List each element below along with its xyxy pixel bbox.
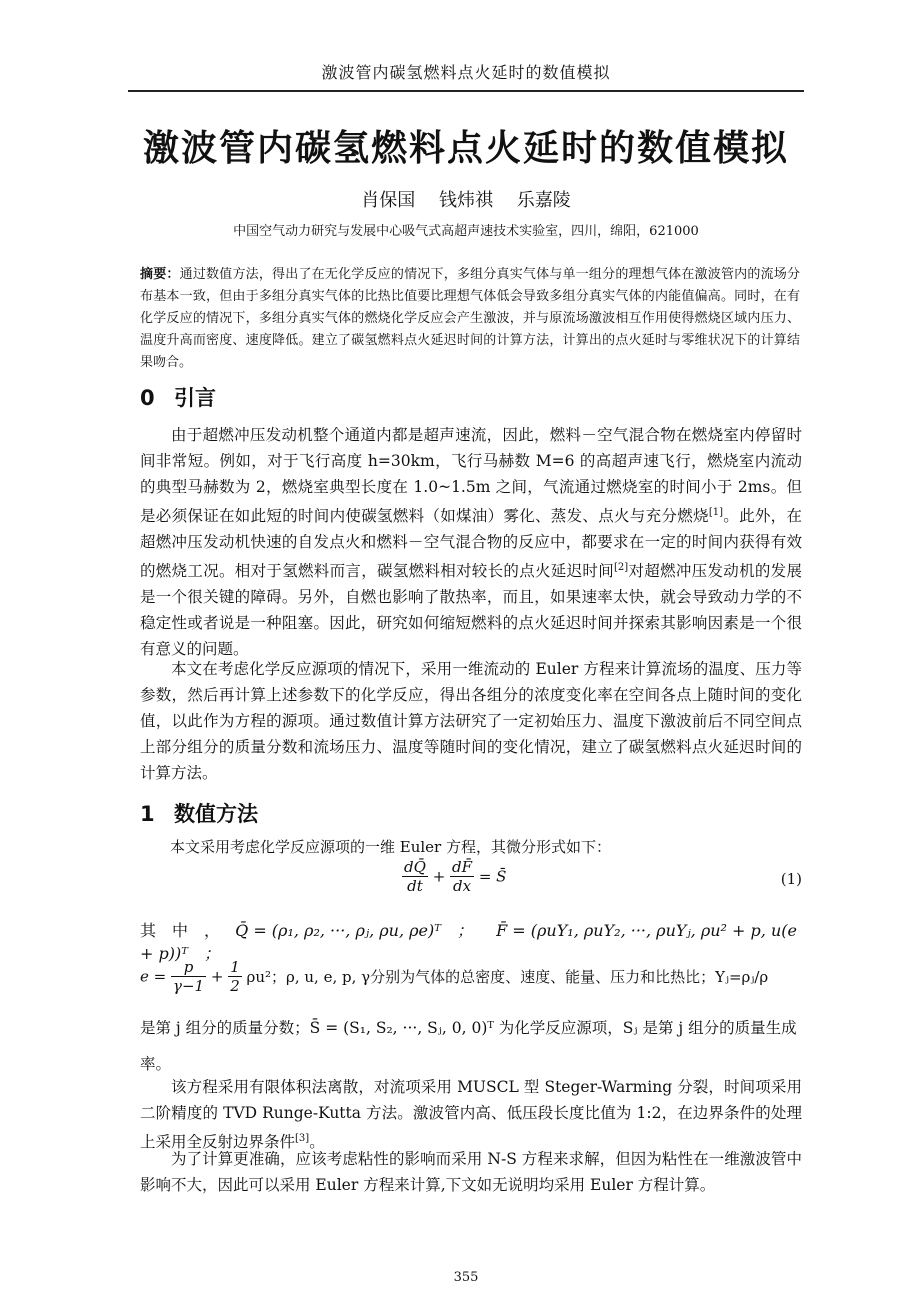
method-paragraph-2: 为了计算更准确，应该考虑粘性的影响而采用 N-S 方程来求解，但因为粘性在一维激波管中影响不大，因此可以采用 Euler 方程来计算,下文如无说明均采用 Euler 方程计算。 <box>140 1150 802 1194</box>
ref-3: [3] <box>295 1133 310 1144</box>
section-1-title: 数值方法 <box>174 802 258 826</box>
e-frac-half-num: 1 <box>230 958 240 976</box>
eq1-dq-num: dQ̄ <box>404 858 426 876</box>
e-frac-p-num: p <box>171 958 206 977</box>
method-intro: 本文采用考虑化学反应源项的一维 Euler 方程，其微分形式如下： <box>170 838 611 856</box>
paper-title: 激波管内碳氢燃料点火延时的数值模拟 <box>142 128 789 169</box>
equation-1 <box>140 858 802 902</box>
e-definition-line: e = $\frac{p}{\gamma-1}$ + $\frac{1}{2}$ ρu²；ρ, u, e, p, γ分别为气体的总密度、速度、能量、压力和比热比；Yⱼ=ρⱼ/ρ <box>140 958 769 995</box>
method-p1-a: 该方程采用有限体积法离散，对流项采用 MUSCL 型 Steger-Warming 分裂，时间项采用二阶精度的 TVD Runge-Kutta 方法。激波管内高、低压段长度比值为 1:2，在边界条件的处理上采用全反射边界条件 <box>140 1078 802 1152</box>
e-rest: ρu²；ρ, u, e, p, γ分别为气体的总密度、速度、能量、压力和比热比；Yⱼ=ρⱼ/ρ <box>246 968 769 986</box>
affiliation: 中国空气动力研究与发展中心吸气式高超声速技术实验室，四川，绵阳，621000 <box>233 224 699 239</box>
e-frac-p-den: γ−1 <box>173 977 205 995</box>
e-frac-half <box>228 958 242 995</box>
eq1-df-den: dx <box>453 877 472 895</box>
e-frac-half-den: 2 <box>230 977 240 995</box>
method-p1-b: 。 <box>309 1133 325 1152</box>
section-0-heading <box>140 382 216 412</box>
eq1-df-num: dF̄ <box>452 858 473 876</box>
page-number: 355 <box>453 1270 479 1285</box>
intro-paragraph-1 <box>140 422 802 662</box>
where-label: 其 中 ， <box>140 921 221 940</box>
q-definition: Q̄ = (ρ₁, ρ₂, ···, ρⱼ, ρu, ρe)ᵀ ； <box>235 921 473 940</box>
ref-1: [1] <box>708 507 723 518</box>
source-term-line: 是第 j 组分的质量分数；S̄ = (S₁, S₂, ···, Sⱼ, 0, 0)ᵀ 为化学反应源项，Sⱼ 是第 j 组分的质量生成 <box>140 1019 797 1037</box>
intro-p1-a: 由于超燃冲压发动机整个通道内都是超声速流，因此，燃料－空气混合物在燃烧室内停留时间非常短。例如，对于飞行高度 h=30km，飞行马赫数 M=6 的高超声速飞行，燃烧室内流动的典型马赫数为 2，燃烧室典型长度在 1.0~1.5m 之间，气流通过燃烧室的时间小于 2ms。但是必须保证在如此短的时间内使碳氢燃料（如煤油）雾化、蒸发、点火与充分燃烧 <box>140 426 802 526</box>
eq1-frac-dq <box>402 858 428 895</box>
abstract-text: 通过数值方法，得出了在无化学反应的情况下，多组分真实气体与单一组分的理想气体在激波管内的流场分布基本一致，但由于多组分真实气体的比热比值要比理想气体低会导致多组分真实气体的内能值偏高。同时，在有化学反应的情况下，多组分真实气体的燃烧化学反应会产生激波，并与原流场激波相互作用使得燃烧区域内压力、温度升高而密度、速度降低。建立了碳氢燃料点火延迟时间的计算方法，计算出的点火延时与零维状况下的计算结果吻合。 <box>140 267 800 370</box>
section-1-number: 1 <box>140 802 155 826</box>
abstract <box>140 264 800 374</box>
section-0-title: 引言 <box>174 386 216 410</box>
eq1-dq-den: dt <box>407 877 423 895</box>
authors: 肖保国 钱炜祺 乐嘉陵 <box>361 190 571 211</box>
section-1-heading <box>140 798 258 828</box>
intro-p1-c: 对超燃冲压发动机的发展是一个很关键的障碍。另外，自燃也影响了散热率，而且，如果速率太快，就会导致动力学的不稳定性或者说是一种阻塞。因此，研究如何缩短燃料的点火延迟时间并探索其影响因素是一个很有意义的问题。 <box>140 562 802 659</box>
ref-2: [2] <box>614 562 629 574</box>
abstract-label: 摘要： <box>140 267 180 282</box>
rate-line: 率。 <box>140 1055 172 1073</box>
e-frac-p <box>171 958 206 995</box>
intro-paragraph-2: 本文在考虑化学反应源项的情况下，采用一维流动的 Euler 方程来计算流场的温度、压力等参数，然后再计算上述参数下的化学反应，得出各组分的浓度变化率在空间各点上随时间的变化值，以此作为方程的源项。通过数值计算方法研究了一定初始压力、温度下激波前后不同空间点上部分组分的质量分数和流场压力、温度等随时间的变化情况，建立了碳氢燃料点火延迟时间的计算方法。 <box>140 660 802 782</box>
equation-1-number: (1) <box>780 870 802 888</box>
section-0-number: 0 <box>140 386 155 410</box>
equation-1-body: $\frac{dQ̄}{dt}$ + $\frac{dF̄}{dx}$ = S̄ <box>404 858 507 895</box>
method-paragraph-1 <box>140 1074 802 1155</box>
eq1-frac-df <box>450 858 474 895</box>
header-rule <box>128 90 804 92</box>
running-header: 激波管内碳氢燃料点火延时的数值模拟 <box>321 63 611 82</box>
intro-p1-b: 。此外，在超燃冲压发动机快速的自发点火和燃料－空气混合物的反应中，都要求在一定的时间内获得有效的燃烧工况。相对于氢燃料而言，碳氢燃料相对较长的点火延迟时间 <box>140 507 802 581</box>
e-lhs: e = <box>140 967 167 986</box>
f-definition: F̄ = (ρuY₁, ρuY₂, ···, ρuYⱼ, ρu² + p, u(e + p))ᵀ ； <box>140 921 797 963</box>
